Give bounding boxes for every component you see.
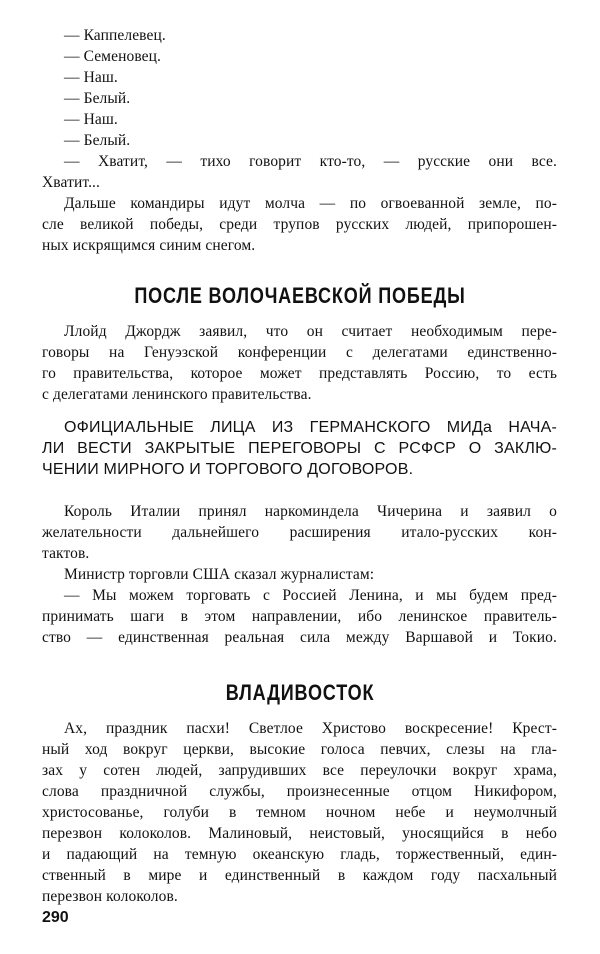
paragraph-line: Дальше командиры идут молча — по огвоеванной земле, по- bbox=[64, 195, 557, 212]
dialogue-line: — Белый. bbox=[64, 132, 131, 149]
paragraph-line: Король Италии принял наркоминдела Чичерина и заявил о bbox=[64, 503, 557, 520]
paragraph-line: Ах, праздник пасхи! Светлое Христово воскресение! Крест- bbox=[64, 720, 557, 737]
paragraph-line: ственный в мире и единственный в каждом году пасхальный bbox=[42, 867, 557, 884]
paragraph-line: зах у сотен людей, запрудивших все переулочки вокруг храма, bbox=[42, 762, 557, 779]
dialogue-line: — Семеновец. bbox=[64, 48, 161, 65]
paragraph-line: — Мы можем торговать с Россией Ленина, и мы будем пред- bbox=[64, 587, 557, 604]
dialogue-line: — Каппелевец. bbox=[64, 27, 166, 44]
section-heading: ПОСЛЕ ВОЛОЧАЕВСКОЙ ПОБЕДЫ bbox=[134, 283, 466, 308]
paragraph-line: перезвон колоколов. bbox=[42, 888, 178, 905]
paragraph-line: и падающий на темную океанскую гладь, торжественный, един- bbox=[42, 846, 557, 863]
paragraph-line: Ллойд Джордж заявил, что он считает необходимым пере- bbox=[64, 323, 557, 340]
paragraph-line: Министр торговли США сказал журналистам: bbox=[64, 566, 375, 583]
paragraph-line: с делегатами ленинского правительства. bbox=[42, 386, 312, 403]
paragraph-line: христосованье, голуби в темном ночном небе и неумолчный bbox=[42, 804, 557, 821]
news-headline-line: ЧЕНИИ МИРНОГО И ТОРГОВОГО ДОГОВОРОВ. bbox=[42, 461, 414, 478]
paragraph-line: перезвон колоколов. Малиновый, неистовый, уносящийся в небо bbox=[42, 825, 557, 842]
paragraph-line: желательности дальнейшего расширения итало-русских кон- bbox=[42, 524, 557, 541]
news-headline-line: ОФИЦИАЛЬНЫЕ ЛИЦА ИЗ ГЕРМАНСКОГО МИДа НАЧА- bbox=[64, 419, 557, 436]
dialogue-line: — Белый. bbox=[64, 90, 131, 107]
paragraph-line: тактов. bbox=[42, 545, 90, 562]
paragraph-line: говоры на Генуэзской конференции с делегатами единственно- bbox=[42, 344, 557, 361]
paragraph-line: го правительства, которое может представлять Россию, то есть bbox=[42, 365, 557, 382]
news-headline-line: ЛИ ВЕСТИ ЗАКРЫТЫЕ ПЕРЕГОВОРЫ С РСФСР О ЗАКЛЮ- bbox=[42, 440, 557, 457]
dialogue-line: — Наш. bbox=[64, 111, 118, 128]
paragraph-line: ство — единственная реальная сила между Варшавой и Токио. bbox=[42, 629, 557, 646]
paragraph-line: сле великой победы, среди трупов русских людей, припорошен- bbox=[42, 216, 557, 233]
section-heading: ВЛАДИВОСТОК bbox=[225, 680, 375, 705]
dialogue-line: — Наш. bbox=[64, 69, 118, 86]
dialogue-line: — Хватит, — тихо говорит кто-то, — русские они все. bbox=[64, 153, 557, 170]
paragraph-line: ных искрящимся синим снегом. bbox=[42, 237, 256, 254]
paragraph-line: слова праздничной службы, произнесенные отцом Никифором, bbox=[42, 783, 557, 800]
page-number: 290 bbox=[42, 909, 69, 926]
paragraph-line: ный ход вокруг церкви, высокие голоса певчих, слезы на гла- bbox=[42, 741, 557, 758]
paragraph-line: принимать шаги в этом направлении, ибо ленинское правитель- bbox=[42, 608, 557, 625]
dialogue-line: Хватит... bbox=[42, 174, 100, 191]
